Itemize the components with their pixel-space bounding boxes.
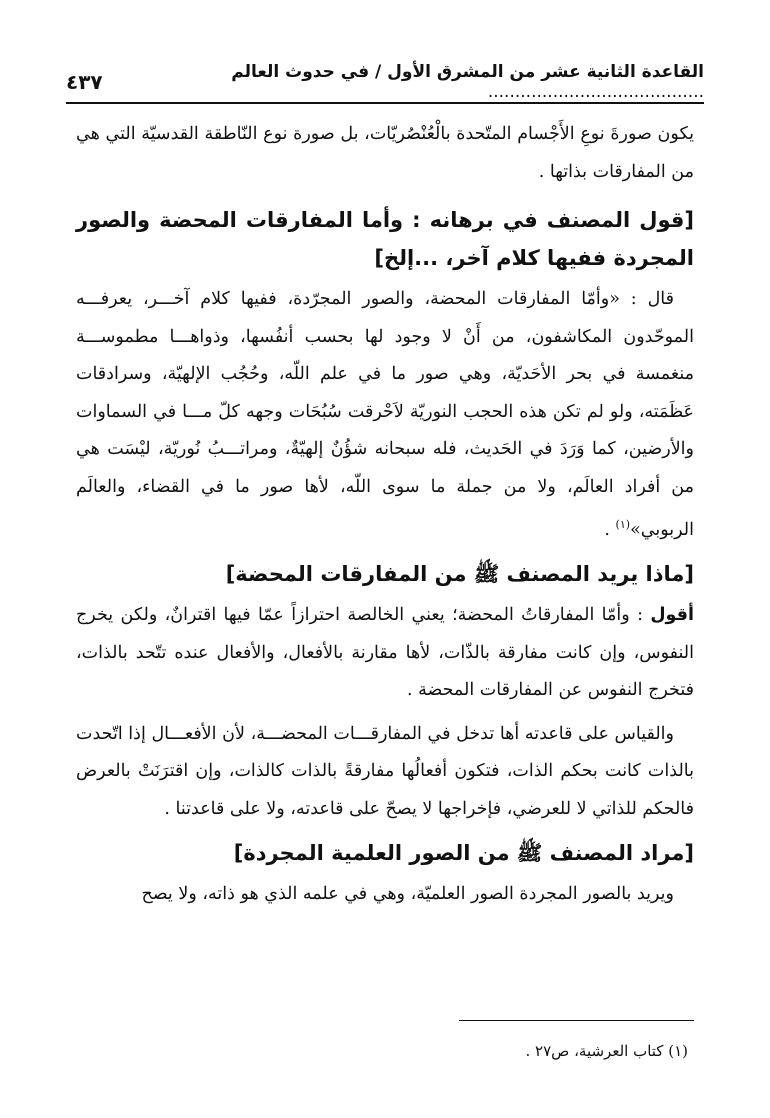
footnote-text: كتاب العرشية، ص٢٧ . bbox=[525, 1042, 664, 1060]
paragraph-5: ويريد بالصور المجردة الصور العلميّة، وهي في علمه الذي هو ذاته، ولا يصح bbox=[141, 884, 674, 905]
section-heading-1: [قول المصنف في برهانه : وأما المفارقات المحضة والصور المجردة ففيها كلام آخر، ...إلخ] bbox=[76, 208, 694, 270]
header-title-text: القاعدة الثانية عشر من المشرق الأول / في حدوث العالم bbox=[231, 62, 704, 82]
lead-word: أقول bbox=[650, 605, 694, 626]
quote-text: قال : «وأمّا المفارقات المحضة، والصور المجرّدة، ففيها كلام آخـــر، يعرفـــه الموحّدون المكاشفون، من أَنْ لا وجود لها بحسب أنفُسها، وذواهـــا مطموســـة منغمسة في بحر الأحَديّة، وهي صور ما في علم اللّه، وحُجُب الإلهيّة، وسرادقات عَظَمَته، ولو لم تكن هذه الحجب النوريّة لاَحْرقت سُبُحَات وجهه كلّ مـــا في السماوات والأرضين، كما وَرَدَ في الحَديث، فله سبحانه شؤُنٌ إلهيّةٌ، ومراتـــبُ نُوريّة، ليْسَت هي من أفراد العالَم، ولا من جملة ما سوى اللّه، لأها صور ما في القضاء، والعالَم الربوبي» bbox=[76, 289, 694, 540]
running-header bbox=[66, 62, 704, 104]
paragraph-3 bbox=[76, 597, 694, 710]
paragraph-3-text: : وأمّا المفارقاتُ المحضة؛ يعني الخالصة احترازاً عمّا فيها اقترانٌ، ولكن يخرج النفوس، وإن كانت مفارقة بالذّات، لأها مقارنة بالأفعال، والأفعال عنده تتّحد بالذات، فتخرج النفوس عن المفارقات المحضة . bbox=[76, 605, 694, 701]
paragraph-1: يكون صورةَ نوعِ الأَجْسام المتّحدة بالْعُنْصُريّات، بل صورة نوع النّاطقة القدسيّة التي هي من المفارقات بذاتها . bbox=[76, 124, 694, 182]
page-body bbox=[76, 116, 694, 914]
section-heading-2: [ماذا يريد المصنف ﷺ من المفارقات المحضة] bbox=[225, 562, 694, 587]
quote-end: . bbox=[604, 519, 616, 540]
header-dots: ........................................ bbox=[487, 82, 704, 102]
section-heading-3: [مراد المصنف ﷺ من الصور العلمية المجردة] bbox=[233, 841, 694, 866]
paragraph-4: والقياس على قاعدته أها تدخل في المفارقـــات المحضـــة، لأن الأفعـــال إذا اتّحدت بالذات كانت بحكم الذات، فتكون أفعالُها مفارقةً بالذات كالذات، وإن اقترَنَتْ بالعرض فالحكم للذاتي لا للعرضي، فإخراجها لا يصحّ على قاعدته، ولا على قاعدتنا . bbox=[76, 723, 694, 819]
footnote-marker: (١) bbox=[668, 1042, 688, 1060]
footnote-divider bbox=[459, 1020, 694, 1021]
footnote-reference: (١) bbox=[615, 518, 631, 531]
header-title bbox=[103, 62, 704, 102]
page-number: ٤٣٧ bbox=[66, 70, 103, 94]
paragraph-2 bbox=[76, 281, 694, 549]
footnote bbox=[76, 1040, 688, 1062]
